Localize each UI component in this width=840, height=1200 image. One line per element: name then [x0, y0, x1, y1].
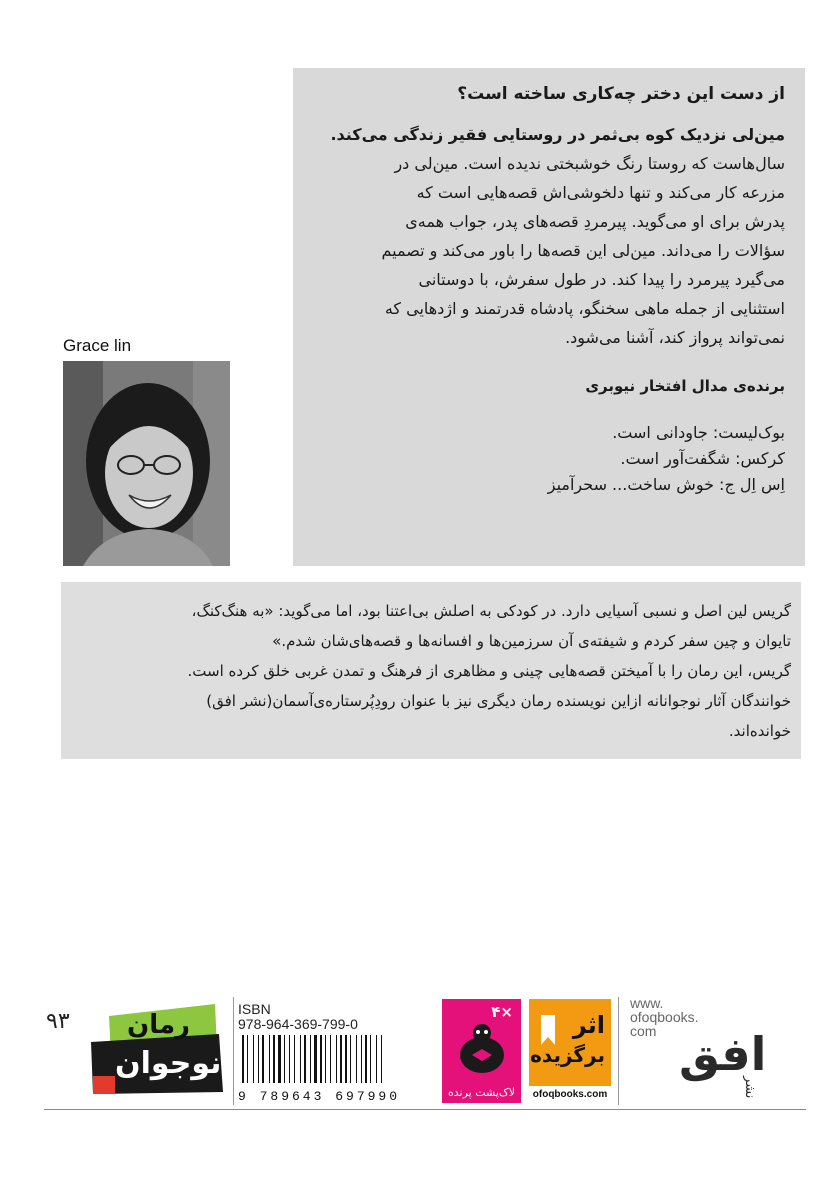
review-list [311, 420, 785, 498]
review-slj: اِس اِل ج: خوش ساخت... سحرآمیز [547, 475, 785, 494]
footer-separator-left [233, 997, 234, 1105]
barcode-bar [345, 1035, 347, 1083]
barcode-bar [361, 1035, 362, 1083]
barcode-bar [340, 1035, 342, 1083]
blurb-line-6: می‌گیرد پیرمرد را پیدا کند. در طول سفرش، با دوستانی [418, 270, 785, 289]
barcode-bar [242, 1035, 244, 1083]
publisher-logo-text: افق [679, 1027, 767, 1081]
bio-panel [61, 582, 801, 759]
barcode-bar [300, 1035, 301, 1083]
barcode-bar [284, 1035, 285, 1083]
selected-badge-url: ofoqbooks.com [529, 1086, 611, 1103]
award-text: برنده‌ی مدال افتخار نیوبری [585, 377, 785, 395]
blurb-line-4: پدرش برای او می‌گوید. پیرمردِ قصه‌های پدر، جواب همه‌ی [405, 212, 785, 231]
page-number: ۹۳ [46, 1009, 70, 1034]
barcode-bar [320, 1035, 322, 1083]
barcode-bar [247, 1035, 248, 1083]
series-line-2: نوجوان [115, 1046, 222, 1081]
blurb-line-7: استثنایی از جمله ماهی سخنگو، پادشاه قدرتمند و اژدهایی که [384, 299, 785, 318]
barcode-bar [325, 1035, 326, 1083]
bio-line-3: گریس، این رمان را با آمیختن قصه‌هایی چینی و مظاهری از فرهنگ و تمدن غربی خلق کرده است. [187, 662, 791, 680]
barcode-digits: 9 789643 697990 [238, 1089, 401, 1104]
barcode-bar [269, 1035, 270, 1083]
selected-badge-line-1: اثر [572, 1011, 605, 1039]
barcode-bar [356, 1035, 357, 1083]
barcode-bar [376, 1035, 377, 1083]
isbn-block [238, 1002, 432, 1102]
flying-turtle-badge [442, 999, 521, 1103]
blurb-line-3: مزرعه کار می‌کند و تنها دلخوشی‌اش قصه‌هایی است که [416, 183, 785, 202]
series-line-1: رمان [127, 1010, 191, 1040]
bio-line-5: خوانده‌اند. [728, 722, 791, 740]
publisher-url-line-3: com [630, 1023, 657, 1039]
bookmark-icon [539, 1015, 557, 1049]
barcode-bar [253, 1035, 254, 1083]
selected-badge-line-2: برگزیده [530, 1043, 605, 1067]
barcode-bar [278, 1035, 281, 1083]
turtle-icon [454, 1021, 510, 1079]
blurb-panel [293, 68, 805, 566]
bio-line-4: خوانندگان آثار نوجوانانه ازاین نویسنده رمان دیگری نیز با عنوان رودِپُرستاره‌ی‌آسمان(نشر افق) [206, 692, 791, 710]
barcode [238, 1035, 432, 1085]
publisher-url-line-2: ofoqbooks. [630, 1009, 699, 1025]
series-logo [87, 1002, 227, 1097]
review-kirkus: کرکس: شگفت‌آور است. [620, 449, 785, 468]
author-photo [63, 361, 230, 566]
barcode-bar [350, 1035, 351, 1083]
barcode-bar [314, 1035, 317, 1083]
blurb-line-8: نمی‌تواند پرواز کند، آشنا می‌شود. [565, 328, 785, 347]
barcode-bar [370, 1035, 371, 1083]
turtle-label: لاک‌پشت پرنده [447, 1086, 516, 1099]
barcode-bar [289, 1035, 290, 1083]
blurb-paragraph [311, 120, 785, 352]
selected-work-badge [529, 999, 611, 1103]
footer-rule [44, 1109, 806, 1110]
barcode-bar [310, 1035, 311, 1083]
barcode-bar [262, 1035, 264, 1083]
barcode-bar [330, 1035, 331, 1083]
blurb-line [311, 120, 785, 149]
barcode-bar [336, 1035, 337, 1083]
bio-line-2: تایوان و چین سفر کردم و شیفته‌ی آن سرزمین‌ها و افسانه‌ها و قصه‌های‌شان شدم.» [272, 632, 791, 650]
barcode-bar [258, 1035, 259, 1083]
publisher-url-line-1: www. [630, 995, 664, 1011]
publisher-logo [679, 1024, 767, 1100]
barcode-bar [273, 1035, 275, 1083]
barcode-bar [365, 1035, 367, 1083]
publisher-logo-sub: نشر [742, 1075, 757, 1098]
barcode-bar [381, 1035, 382, 1083]
barcode-bar [304, 1035, 306, 1083]
barcode-bar [294, 1035, 295, 1083]
footer-separator [618, 997, 619, 1105]
blurb-line-2: سال‌هاست که روستا رنگ خوشبختی ندیده است. مین‌لی در [394, 154, 785, 173]
bio-line-1: گریس لین اصل و نسبی آسیایی دارد. در کودکی به اصلش بی‌اعتنا بود، اما می‌گوید: «به هنگ‌کنگ، [191, 602, 791, 620]
blurb-line-1: مین‌لی نزدیک کوه بی‌ثمر در روستایی فقیر زندگی می‌کند. [330, 125, 785, 144]
blurb-line-5: سؤالات را می‌داند. مین‌لی این قصه‌ها را باور می‌کند و تصمیم [381, 241, 785, 260]
review-booklist: بوک‌لیست: جاودانی است. [612, 423, 785, 442]
isbn-label: ISBN [238, 1001, 271, 1017]
isbn-number: 978-964-369-799-0 [238, 1016, 358, 1032]
turtle-count: ۴× [491, 1003, 513, 1021]
blurb-heading: از دست این دختر چه‌کاری ساخته است؟ [457, 84, 785, 104]
author-photo-drawing [63, 361, 230, 566]
author-name: Grace lin [63, 336, 132, 355]
